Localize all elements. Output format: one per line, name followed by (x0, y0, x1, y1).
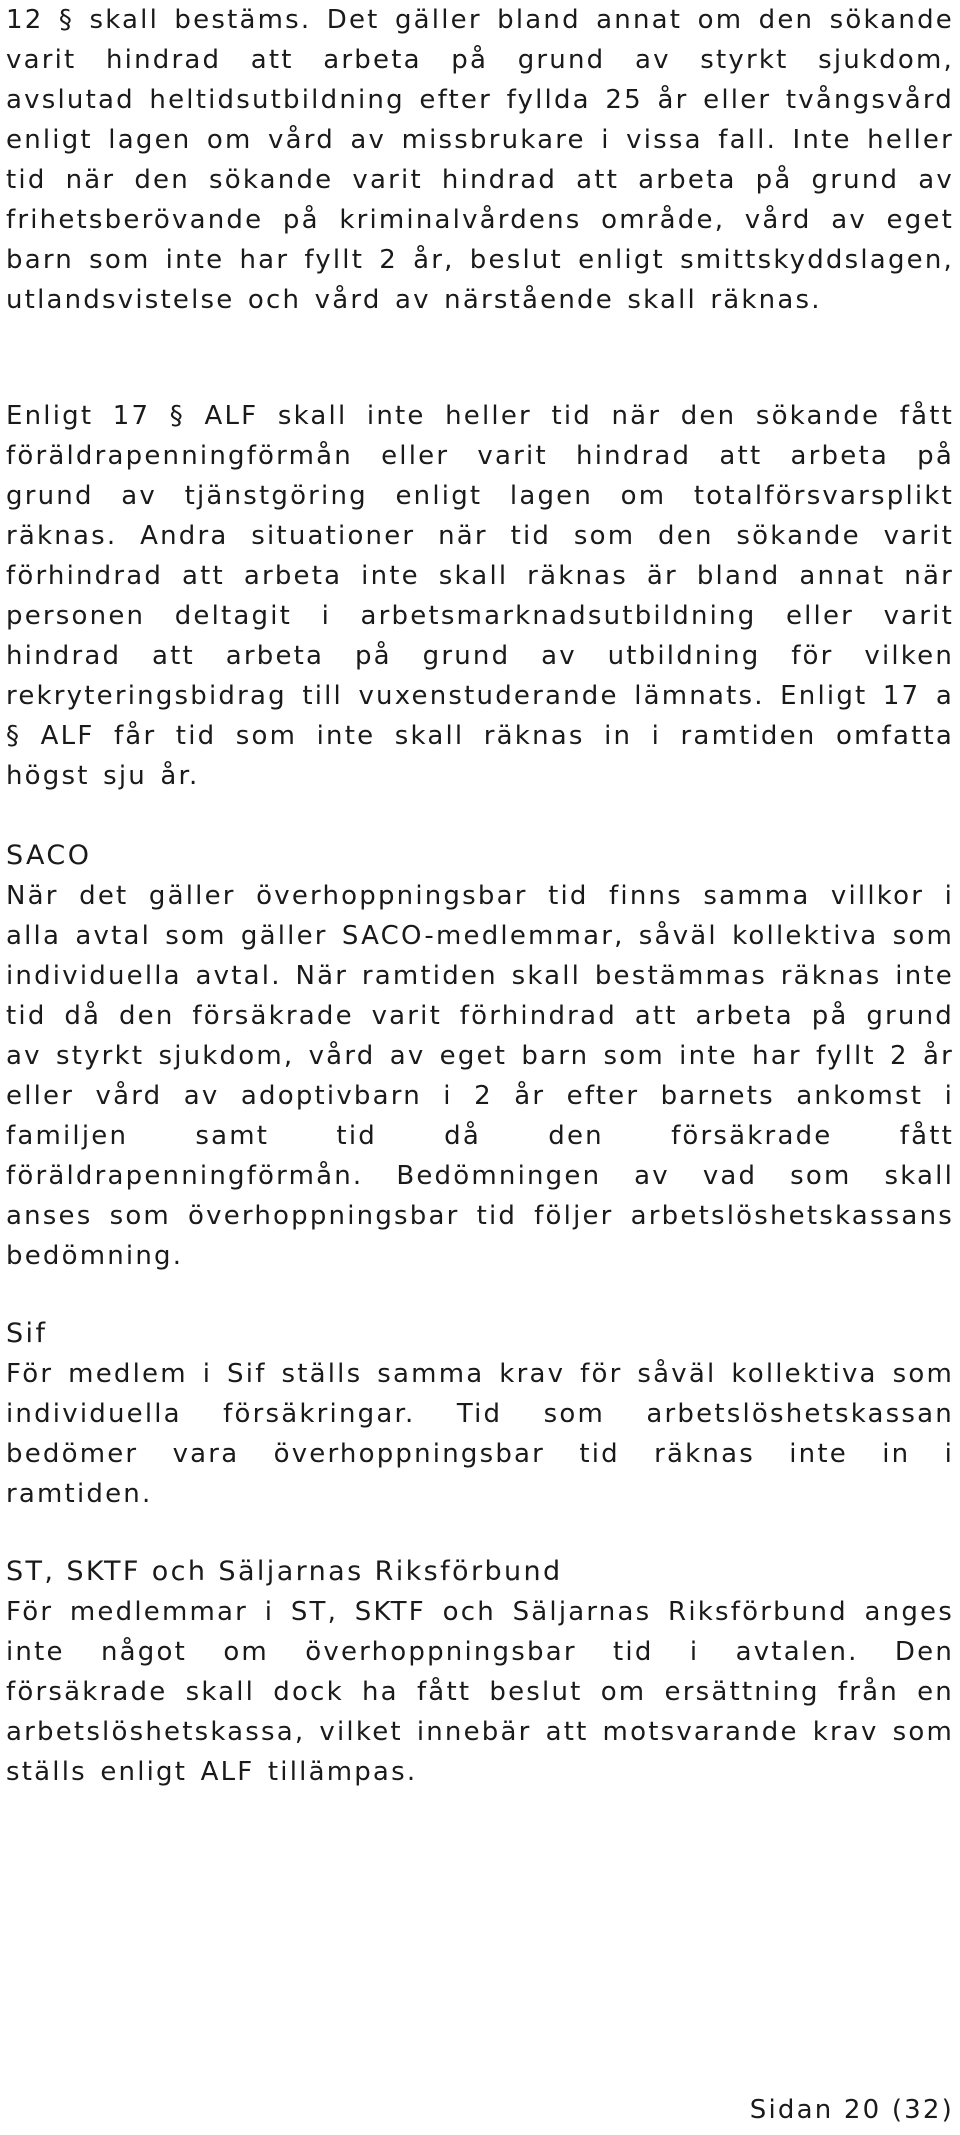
section-heading-saco: SACO (6, 840, 92, 871)
page-number: Sidan 20 (32) (749, 2095, 954, 2125)
paragraph: Enligt 17 § ALF skall inte heller tid när den sökande fått föräldrapenningförmån eller varit hindrad att arbeta på grund av tjänstgöring enligt lagen om totalförsvarsplikt räknas. Andra situationer när tid som den sökande varit förhindrad att arbeta inte skall räknas är bland annat när personen deltagit i arbetsmarknadsutbildning eller varit hindrad att arbeta på grund av utbildning för vilken rekryteringsbidrag till vuxenstuderande lämnats. Enligt 17 a § ALF får tid som inte skall räknas in i ramtiden omfatta högst sju år. (6, 401, 954, 791)
section-text-st-sktf: För medlemmar i ST, SKTF och Säljarnas Riksförbund anges inte något om överhoppningsbar tid i avtalen. Den försäkrade skall dock ha fått beslut om ersättning från en arbetslöshetskassa, vilket innebär att motsvarande krav som ställs enligt ALF tillämpas. (6, 1597, 954, 1787)
section-text-saco: När det gäller överhoppningsbar tid finns samma villkor i alla avtal som gäller SACO-medlemmar, såväl kollektiva som individuella avtal. När ramtiden skall bestämmas räknas inte tid då den försäkrade varit förhindrad att arbeta på grund av styrkt sjukdom, vård av eget barn som inte har fyllt 2 år eller vård av adoptivbarn i 2 år efter barnets ankomst i familjen samt tid då den försäkrade fått föräldrapenningförmån. Bedömningen av vad som skall anses som överhoppningsbar tid följer arbetslöshetskassans bedömning. (6, 881, 954, 1271)
section-heading-st-sktf: ST, SKTF och Säljarnas Riksförbund (6, 1556, 563, 1587)
section-heading-sif: Sif (6, 1318, 48, 1349)
section-text-sif: För medlem i Sif ställs samma krav för såväl kollektiva som individuella försäkringar. Tid som arbetslöshetskassan bedömer vara överhoppningsbar tid räknas inte in i ramtiden. (6, 1359, 954, 1509)
paragraph: 12 § skall bestäms. Det gäller bland annat om den sökande varit hindrad att arbeta på grund av styrkt sjukdom, avslutad heltidsutbildning efter fyllda 25 år eller tvångsvård enligt lagen om vård av missbrukare i vissa fall. Inte heller tid när den sökande varit hindrad att arbeta på grund av frihetsberövande på kriminalvårdens område, vård av eget barn som inte har fyllt 2 år, beslut enligt smittskyddslagen, utlandsvistelse och vård av närstående skall räknas. (6, 5, 954, 315)
